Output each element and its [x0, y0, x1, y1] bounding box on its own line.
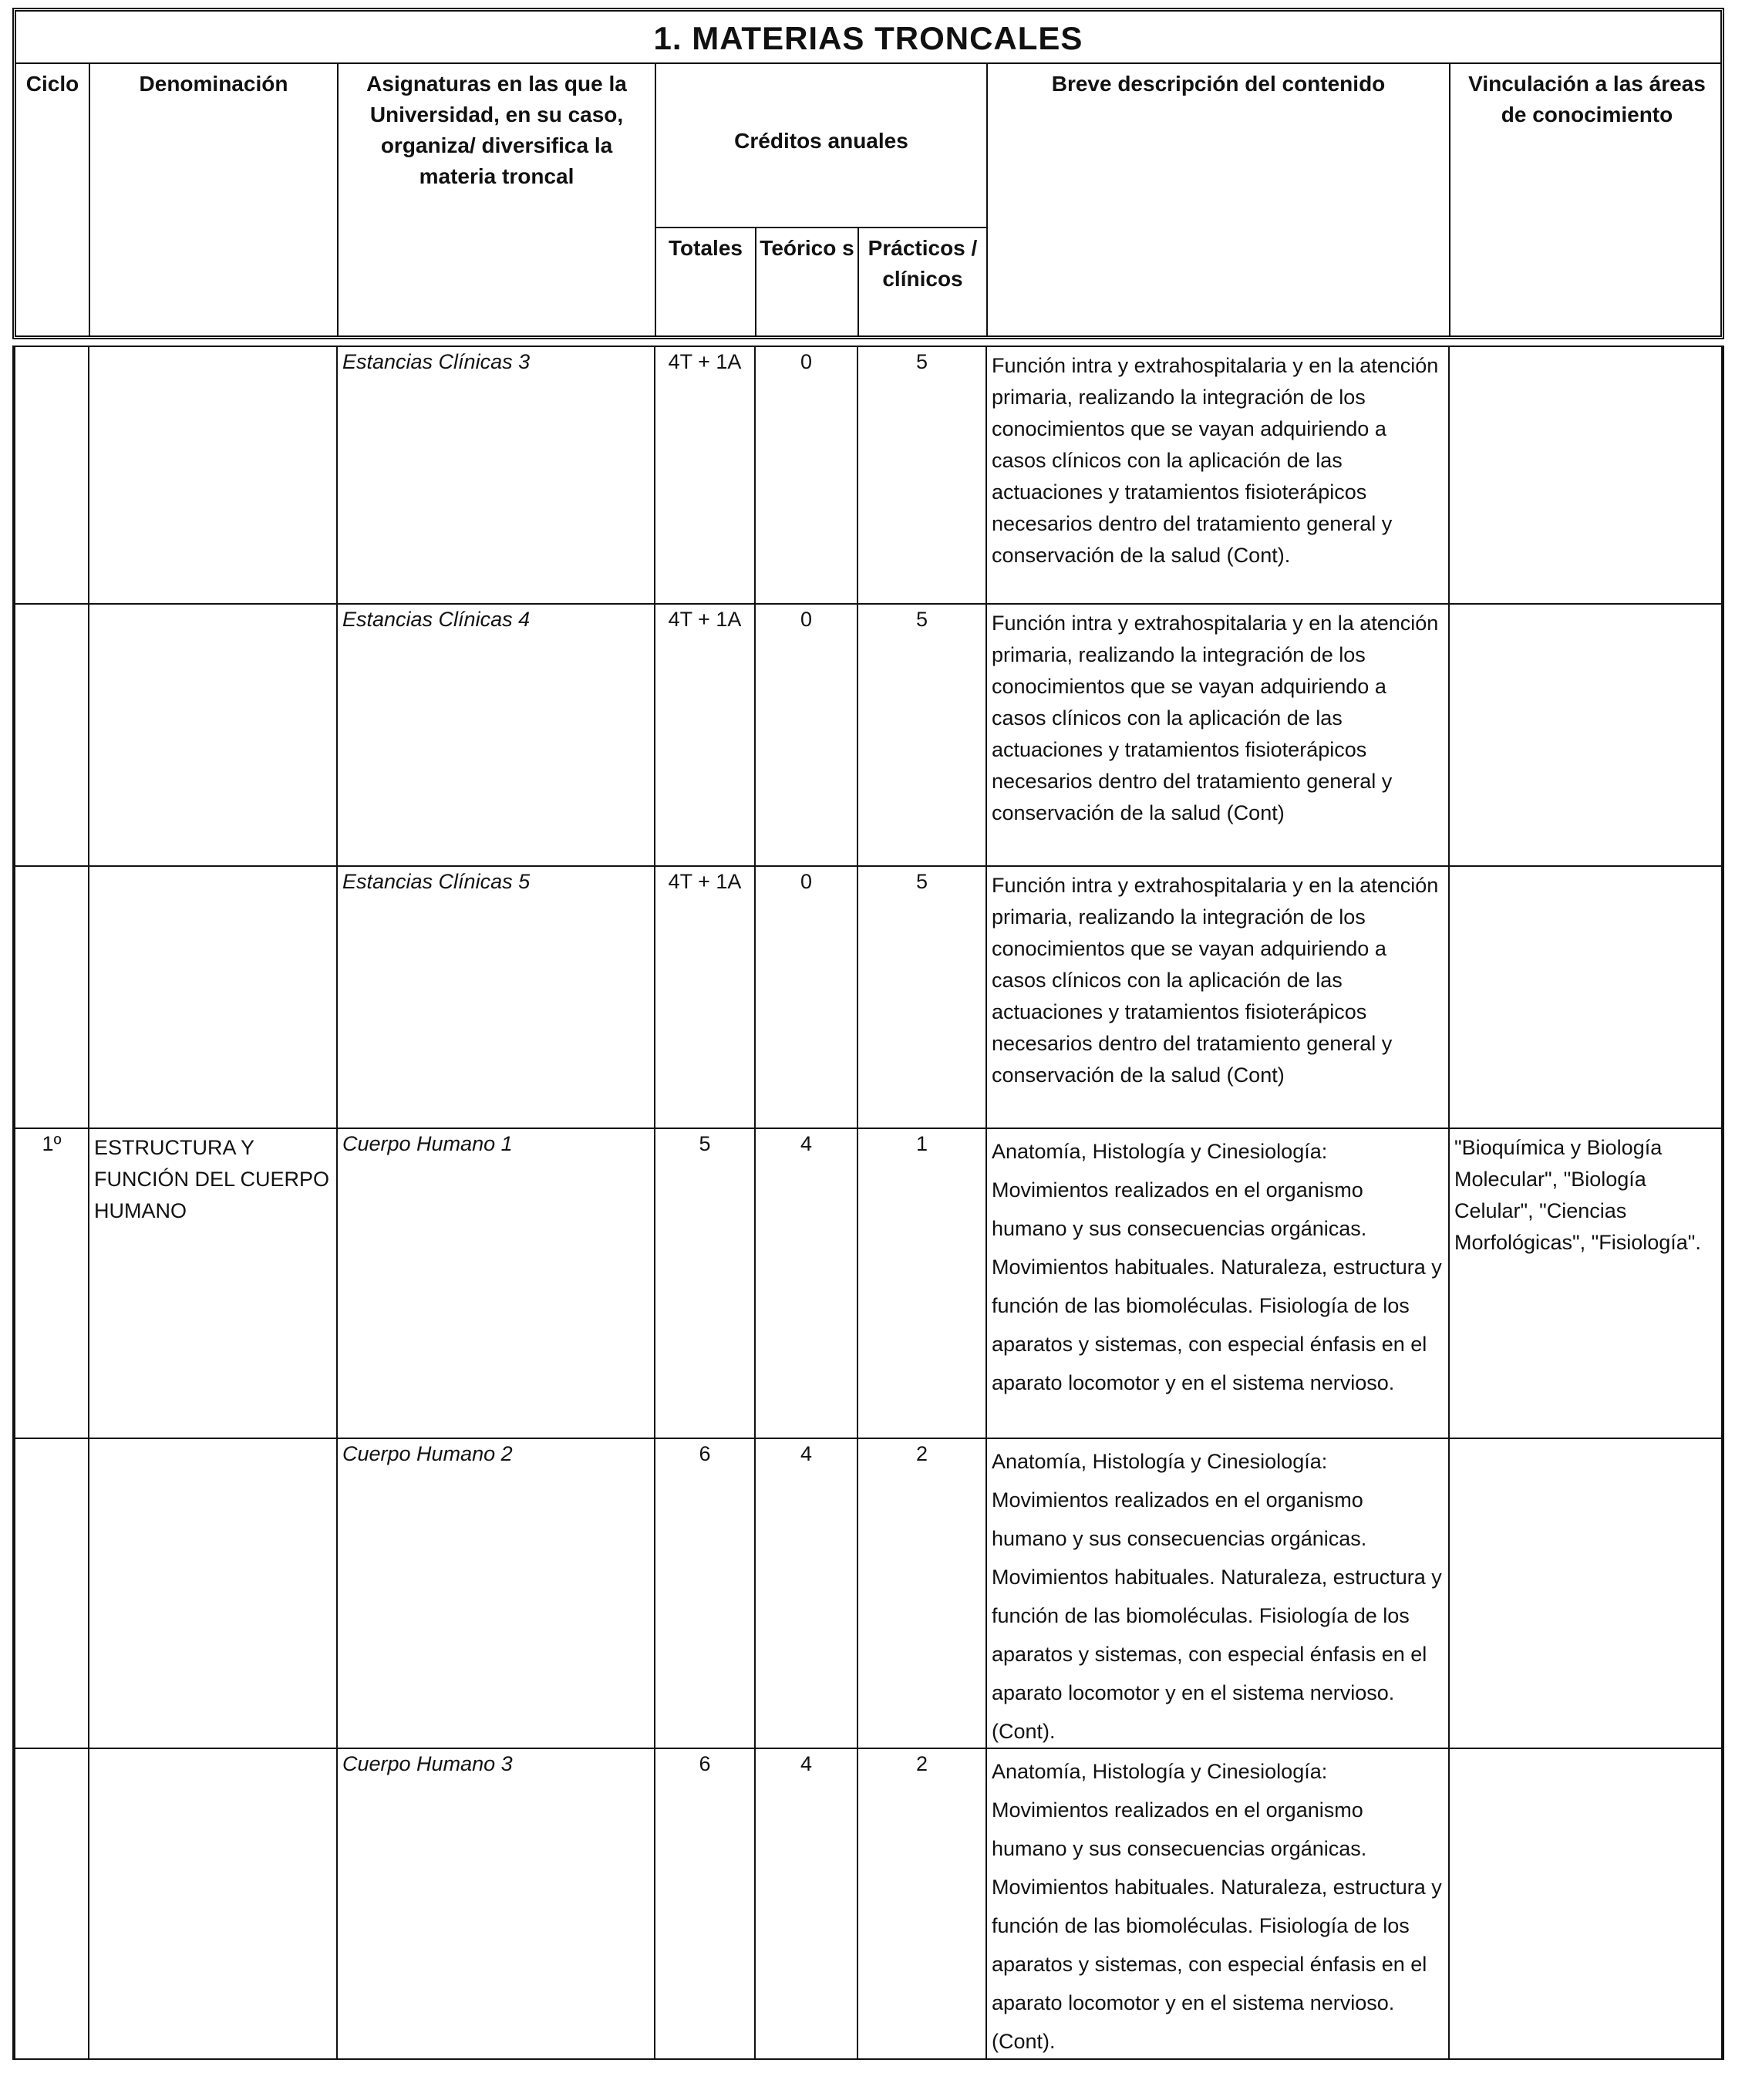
cell-descripcion: Función intra y extrahospitalaria y en la atención primaria, realizando la integración de los conocimientos que se vayan adquiriendo a casos clínicos con la aplicación de las actuaciones y tratamientos fisioterápicos necesarios dentro del tratamiento general y conservación de la salud (Cont). [986, 347, 1448, 603]
table-header [12, 8, 1724, 339]
cell-totales: 4T + 1A [654, 605, 754, 865]
cell-ciclo [15, 1439, 88, 1748]
cell-vinculacion [1448, 867, 1721, 1128]
table-row [15, 1128, 1721, 1438]
cell-ciclo [15, 605, 88, 865]
cell-denominacion: ESTRUCTURA Y FUNCIÓN DEL CUERPO HUMANO [88, 1129, 336, 1438]
cell-practicos: 2 [857, 1749, 986, 2058]
cell-ciclo: 1º [42, 1132, 62, 1155]
cell-descripcion: Anatomía, Histología y Cinesiología: Movimientos realizados en el organismo humano y sus consecuencias orgánicas. Movimientos habituales. Naturaleza, estructura y función de las biomoléculas. Fisiología de los aparatos y sistemas, con especial énfasis en el aparato locomotor y en el sistema nervioso.(Cont). [986, 1439, 1448, 1748]
cell-teoricos: 0 [754, 347, 857, 603]
cell-practicos: 5 [857, 867, 986, 1128]
cell-totales: 4T + 1A [654, 867, 754, 1128]
cell-teoricos: 0 [754, 605, 857, 865]
cell-practicos: 2 [857, 1439, 986, 1748]
header-asignaturas: Asignaturas en las que la Universidad, en su caso, organiza/ diversifica la materia troncal [337, 62, 655, 335]
cell-ciclo [15, 347, 88, 603]
cell-teoricos: 4 [754, 1439, 857, 1748]
table-row [15, 346, 1721, 603]
header-teoricos: Teórico s [755, 228, 857, 335]
header-descripcion: Breve descripción del contenido [986, 62, 1449, 335]
cell-descripcion: Anatomía, Histología y Cinesiología: Movimientos realizados en el organismo humano y sus consecuencias orgánicas. Movimientos habituales. Naturaleza, estructura y función de las biomoléculas. Fisiología de los aparatos y sistemas, con especial énfasis en el aparato locomotor y en el sistema nervioso. [986, 1129, 1448, 1438]
table-body [12, 346, 1724, 2060]
cell-asignatura: Cuerpo Humano 1 [336, 1129, 654, 1438]
cell-denominacion [88, 867, 336, 1128]
cell-denominacion [88, 347, 336, 603]
header-denominacion: Denominación [89, 62, 337, 335]
cell-totales: 4T + 1A [654, 347, 754, 603]
cell-descripcion: Función intra y extrahospitalaria y en la atención primaria, realizando la integración de los conocimientos que se vayan adquiriendo a casos clínicos con la aplicación de las actuaciones y tratamientos fisioterápicos necesarios dentro del tratamiento general y conservación de la salud (Cont) [986, 867, 1448, 1128]
cell-denominacion [88, 1749, 336, 2058]
cell-vinculacion [1448, 1749, 1721, 2058]
header-vinculacion: Vinculación a las áreas de conocimiento [1449, 62, 1720, 335]
cell-totales: 5 [654, 1129, 754, 1438]
cell-asignatura: Estancias Clínicas 4 [336, 605, 654, 865]
cell-asignatura: Estancias Clínicas 3 [336, 347, 654, 603]
cell-teoricos: 0 [754, 867, 857, 1128]
header-practicos: Prácticos / clínicos [857, 228, 986, 335]
cell-teoricos: 4 [754, 1129, 857, 1438]
cell-asignatura: Cuerpo Humano 3 [336, 1749, 654, 2058]
cell-practicos: 1 [857, 1129, 986, 1438]
cell-asignatura: Estancias Clínicas 5 [336, 867, 654, 1128]
cell-denominacion [88, 605, 336, 865]
header-totales: Totales [655, 228, 755, 335]
cell-ciclo [15, 867, 88, 1128]
cell-denominacion [88, 1439, 336, 1748]
cell-totales: 6 [654, 1439, 754, 1748]
header-ciclo: Ciclo [25, 72, 79, 96]
cell-practicos: 5 [857, 347, 986, 603]
cell-vinculacion [1448, 347, 1721, 603]
document-sheet [12, 8, 1724, 2060]
cell-descripcion: Anatomía, Histología y Cinesiología: Movimientos realizados en el organismo humano y sus consecuencias orgánicas. Movimientos habituales. Naturaleza, estructura y función de las biomoléculas. Fisiología de los aparatos y sistemas, con especial énfasis en el aparato locomotor y en el sistema nervioso.(Cont). [986, 1749, 1448, 2058]
table-row [15, 1748, 1721, 2060]
header-creditos: Créditos anuales [655, 62, 986, 228]
table-row [15, 1438, 1721, 1748]
cell-practicos: 5 [857, 605, 986, 865]
cell-vinculacion [1448, 1439, 1721, 1748]
cell-vinculacion: "Bioquímica y Biología Molecular", "Biología Celular", "Ciencias Morfológicas", "Fisiología". [1448, 1129, 1721, 1438]
table-row [15, 865, 1721, 1128]
cell-totales: 6 [654, 1749, 754, 2058]
cell-vinculacion [1448, 605, 1721, 865]
cell-ciclo [15, 1749, 88, 2058]
cell-descripcion: Función intra y extrahospitalaria y en la atención primaria, realizando la integración de los conocimientos que se vayan adquiriendo a casos clínicos con la aplicación de las actuaciones y tratamientos fisioterápicos necesarios dentro del tratamiento general y conservación de la salud (Cont) [986, 605, 1448, 865]
page-title: 1. MATERIAS TRONCALES [16, 12, 1720, 64]
cell-teoricos: 4 [754, 1749, 857, 2058]
table-row [15, 603, 1721, 865]
cell-asignatura: Cuerpo Humano 2 [336, 1439, 654, 1748]
